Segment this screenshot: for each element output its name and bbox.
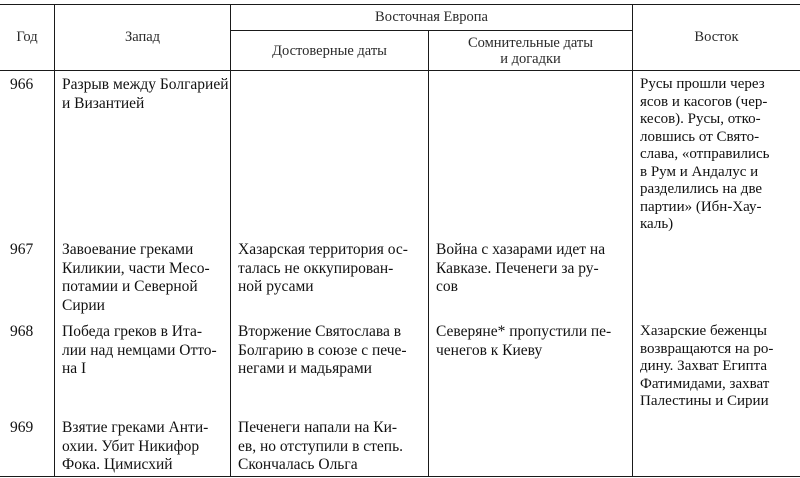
row-968-west: Победа греков в Ита- лии над немцами Отто- на I [62, 323, 217, 377]
col-divider-west [230, 4, 231, 477]
row-969-west: Взятие греками Анти- охии. Убит Никифор Фока. Цимисхий [62, 419, 209, 473]
row-968-year: 968 [10, 323, 34, 340]
row-966-east: Русы прошли через ясов и касогов (чер- кесов). Русы, отко- ловшись от Свято- слава, «отправились в Рум и Андалус и разделились на две партии» (Ибн-Хау- каль) [640, 76, 770, 232]
row-969-year: 969 [10, 419, 34, 436]
row-968-east: Хазарские беженцы возвращаются на ро- дину. Захват Египта Фатимидами, захват Палестины и Сирии [640, 323, 774, 409]
bottom-border [0, 476, 800, 477]
row-966-year: 966 [10, 76, 34, 93]
header-doubtful-line1: Сомнительные даты [467, 34, 594, 51]
header-east: Восток [694, 29, 739, 45]
row-967-doubtful: Война с хазарами идет на Кавказе. Печенеги за ру- сов [436, 241, 606, 295]
row-968-reliable: Вторжение Святослава в Болгарию в союзе с пече- негами и мадьярами [238, 323, 407, 377]
col-divider-doubtful [632, 4, 633, 477]
col-divider-year [54, 4, 55, 477]
header-doubtful-line2: и догадки [500, 50, 561, 67]
row-968-doubtful: Северяне* пропустили пе- ченегов к Киеву [436, 323, 612, 359]
header-doubtful-dates [429, 31, 632, 70]
header-bottom-rule [0, 70, 800, 71]
header-eastern-europe: Восточная Европа [375, 9, 488, 25]
row-967-year: 967 [10, 241, 34, 258]
row-967-west: Завоевание греками Киликии, части Месо- потамии и Северной Сирии [62, 241, 210, 314]
header-west: Запад [124, 29, 161, 45]
col-divider-reliable [428, 30, 429, 477]
header-reliable-dates: Достоверные даты [272, 42, 387, 59]
row-967-reliable: Хазарская территория ос- талась не оккупирован- ной русами [238, 241, 408, 295]
row-966-west: Разрыв между Болгарией и Византией [62, 76, 229, 112]
header-year: Год [16, 29, 38, 45]
row-969-reliable: Печенеги напали на Ки- ев, но отступили в степь. Скончалась Ольга [238, 419, 404, 473]
